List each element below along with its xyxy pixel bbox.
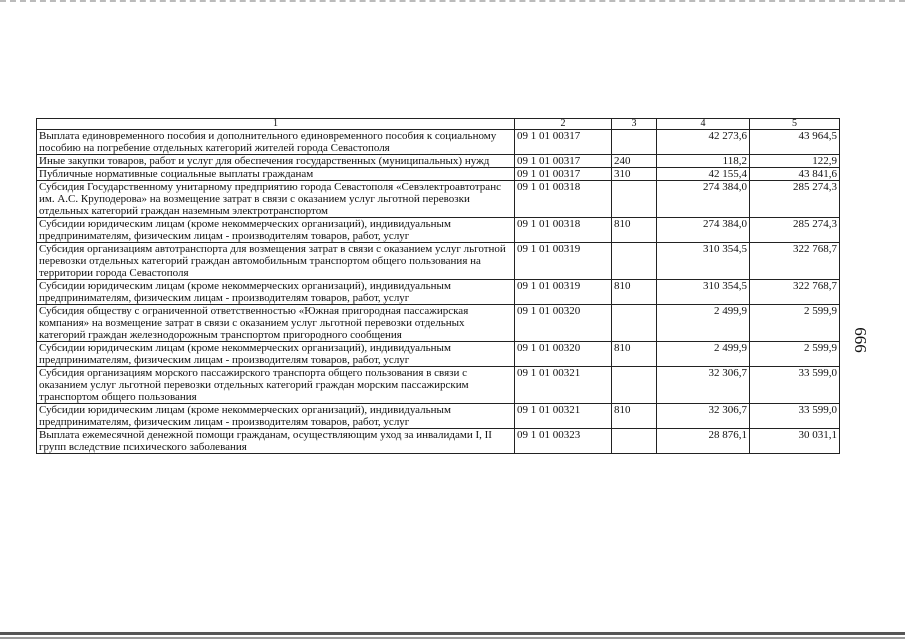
cell-amount-year-1: 2 499,9 <box>657 342 750 367</box>
cell-amount-year-2: 322 768,7 <box>750 280 840 305</box>
table-row <box>37 367 840 404</box>
header-col-1: 1 <box>37 119 515 130</box>
header-col-3: 3 <box>612 119 657 130</box>
scan-edge-top <box>0 0 905 4</box>
header-row <box>37 119 840 130</box>
cell-name: Субсидия обществу с ограниченной ответственностью «Южная пригородная пассажирская компания» на возмещение затрат в связи с оказанием услуг льготной перевозки отдельных категорий граждан железнодорожным транспортом пригородного сообщения <box>37 305 515 342</box>
cell-amount-year-1: 32 306,7 <box>657 404 750 429</box>
cell-amount-year-2: 43 964,5 <box>750 130 840 155</box>
cell-target-article: 09 1 01 00318 <box>515 181 612 218</box>
cell-amount-year-2: 33 599,0 <box>750 367 840 404</box>
table-row <box>37 181 840 218</box>
header-col-2: 2 <box>515 119 612 130</box>
cell-name: Субсидия Государственному унитарному предприятию города Севастополя «Севэлектроавтотранс им. А.С. Круподерова» на возмещение затрат в связи с оказанием услуг льготной перевозки отдельных категорий граждан наземным электротранспортом <box>37 181 515 218</box>
cell-name: Выплата единовременного пособия и дополнительного единовременного пособия к социальному пособию на погребение отдельных категорий жителей города Севастополя <box>37 130 515 155</box>
cell-target-article: 09 1 01 00317 <box>515 130 612 155</box>
cell-name: Субсидии юридическим лицам (кроме некоммерческих организаций), индивидуальным предпринимателям, физическим лицам - производителям товаров, работ, услуг <box>37 218 515 243</box>
cell-target-article: 09 1 01 00320 <box>515 342 612 367</box>
cell-name: Иные закупки товаров, работ и услуг для обеспечения государственных (муниципальных) нужд <box>37 155 515 168</box>
cell-expense-type: 810 <box>612 342 657 367</box>
cell-name: Субсидии юридическим лицам (кроме некоммерческих организаций), индивидуальным предпринимателям, физическим лицам - производителям товаров, работ, услуг <box>37 342 515 367</box>
cell-amount-year-2: 2 599,9 <box>750 342 840 367</box>
cell-amount-year-2: 285 274,3 <box>750 218 840 243</box>
cell-target-article: 09 1 01 00323 <box>515 429 612 454</box>
cell-amount-year-2: 285 274,3 <box>750 181 840 218</box>
header-col-4: 4 <box>657 119 750 130</box>
table-row <box>37 429 840 454</box>
cell-expense-type <box>612 181 657 218</box>
cell-amount-year-1: 310 354,5 <box>657 280 750 305</box>
cell-name: Публичные нормативные социальные выплаты гражданам <box>37 168 515 181</box>
cell-name: Выплата ежемесячной денежной помощи гражданам, осуществляющим уход за инвалидами I, II групп вследствие психического заболевания <box>37 429 515 454</box>
table-row <box>37 342 840 367</box>
cell-target-article: 09 1 01 00317 <box>515 168 612 181</box>
cell-expense-type: 810 <box>612 404 657 429</box>
cell-target-article: 09 1 01 00319 <box>515 243 612 280</box>
cell-expense-type: 810 <box>612 218 657 243</box>
cell-expense-type: 810 <box>612 280 657 305</box>
cell-target-article: 09 1 01 00321 <box>515 404 612 429</box>
cell-target-article: 09 1 01 00319 <box>515 280 612 305</box>
cell-expense-type <box>612 130 657 155</box>
cell-expense-type <box>612 429 657 454</box>
cell-amount-year-2: 2 599,9 <box>750 305 840 342</box>
cell-name: Субсидия организациям автотранспорта для возмещения затрат в связи с оказанием услуг льготной перевозки отдельных категорий граждан автомобильным транспортом общего пользования на территории города Севастополя <box>37 243 515 280</box>
cell-amount-year-1: 42 273,6 <box>657 130 750 155</box>
cell-amount-year-1: 274 384,0 <box>657 218 750 243</box>
cell-amount-year-2: 122,9 <box>750 155 840 168</box>
table-row <box>37 404 840 429</box>
budget-table <box>36 118 840 454</box>
cell-expense-type: 310 <box>612 168 657 181</box>
cell-expense-type <box>612 305 657 342</box>
cell-target-article: 09 1 01 00317 <box>515 155 612 168</box>
cell-expense-type: 240 <box>612 155 657 168</box>
cell-amount-year-2: 322 768,7 <box>750 243 840 280</box>
table-row <box>37 218 840 243</box>
table-body <box>37 130 840 454</box>
cell-name: Субсидии юридическим лицам (кроме некоммерческих организаций), индивидуальным предпринимателям, физическим лицам - производителям товаров, работ, услуг <box>37 404 515 429</box>
table-row <box>37 305 840 342</box>
table-row <box>37 280 840 305</box>
cell-target-article: 09 1 01 00318 <box>515 218 612 243</box>
cell-amount-year-2: 30 031,1 <box>750 429 840 454</box>
cell-amount-year-2: 33 599,0 <box>750 404 840 429</box>
cell-amount-year-1: 118,2 <box>657 155 750 168</box>
table-row <box>37 243 840 280</box>
cell-amount-year-2: 43 841,6 <box>750 168 840 181</box>
cell-expense-type <box>612 243 657 280</box>
cell-amount-year-1: 28 876,1 <box>657 429 750 454</box>
cell-amount-year-1: 2 499,9 <box>657 305 750 342</box>
cell-name: Субсидия организациям морского пассажирского транспорта общего пользования в связи с оказанием услуг льготной перевозки отдельных категорий граждан морским пассажирским транспортом общего пользования <box>37 367 515 404</box>
table-row <box>37 168 840 181</box>
table-row <box>37 155 840 168</box>
page-number: 666 <box>851 327 870 353</box>
cell-name: Субсидии юридическим лицам (кроме некоммерческих организаций), индивидуальным предпринимателям, физическим лицам - производителям товаров, работ, услуг <box>37 280 515 305</box>
cell-target-article: 09 1 01 00320 <box>515 305 612 342</box>
cell-amount-year-1: 32 306,7 <box>657 367 750 404</box>
cell-amount-year-1: 42 155,4 <box>657 168 750 181</box>
header-col-5: 5 <box>750 119 840 130</box>
cell-target-article: 09 1 01 00321 <box>515 367 612 404</box>
cell-amount-year-1: 310 354,5 <box>657 243 750 280</box>
table-row <box>37 130 840 155</box>
cell-amount-year-1: 274 384,0 <box>657 181 750 218</box>
scan-edge-bottom-secondary <box>0 637 905 639</box>
scan-edge-bottom <box>0 632 905 635</box>
cell-expense-type <box>612 367 657 404</box>
